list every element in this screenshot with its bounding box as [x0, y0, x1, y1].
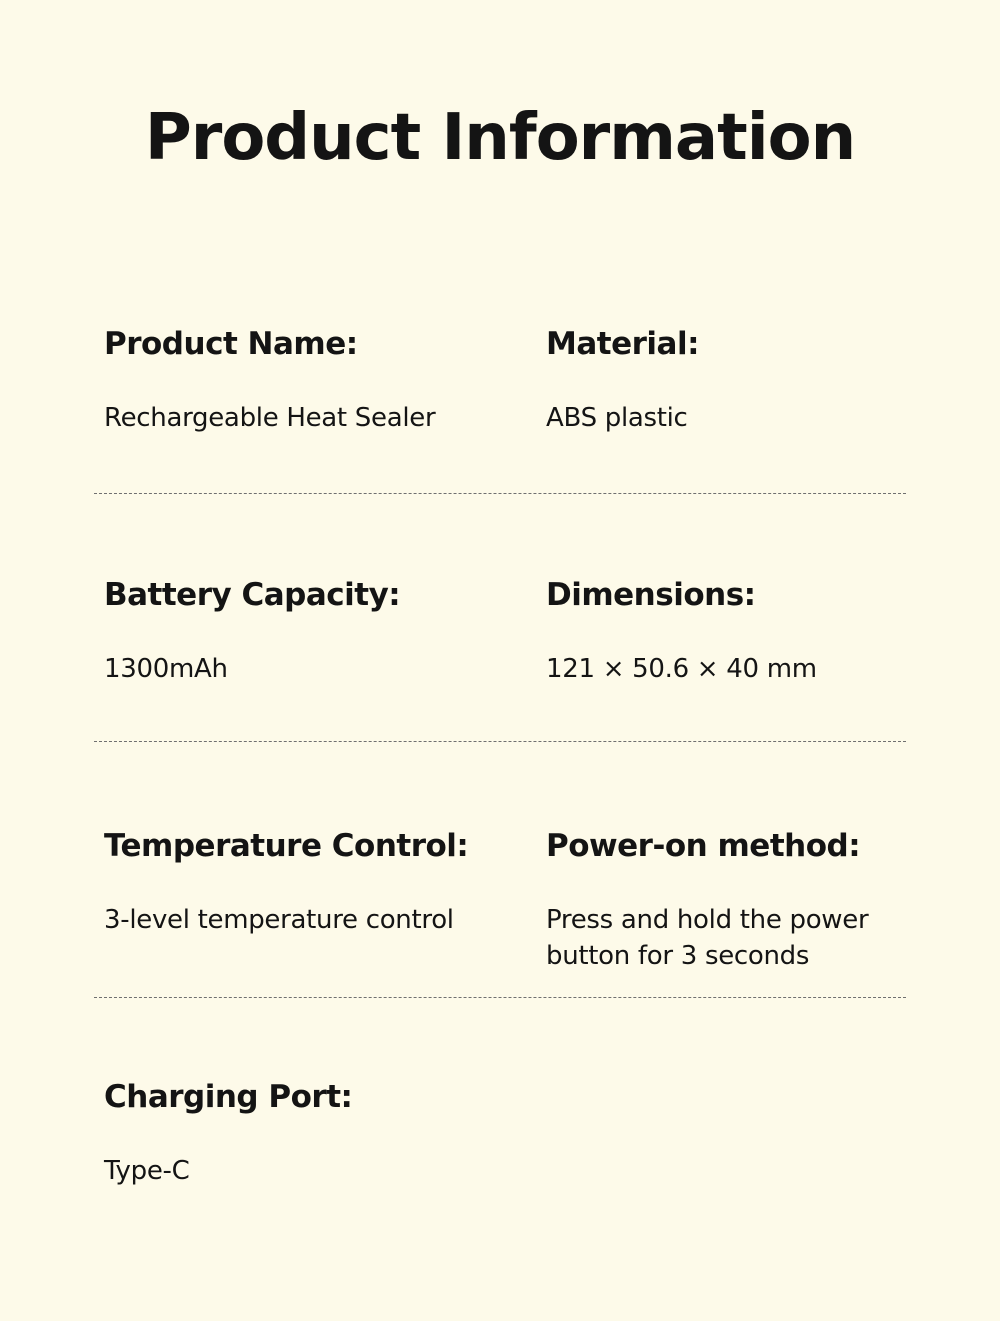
- dashed-divider: [94, 997, 906, 998]
- spec-value: ABS plastic: [546, 403, 688, 433]
- spec-label: Charging Port:: [104, 1079, 353, 1115]
- spec-label: Material:: [546, 326, 699, 362]
- dashed-divider: [94, 741, 906, 742]
- spec-value: 3-level temperature control: [104, 905, 454, 935]
- spec-charging-port: [104, 1077, 524, 1189]
- spec-temperature-control: [104, 826, 524, 938]
- spec-power-on-method: [546, 826, 906, 974]
- spec-label: Dimensions:: [546, 577, 756, 613]
- page-title: Product Information: [144, 101, 856, 175]
- spec-label: Temperature Control:: [104, 828, 469, 864]
- spec-value: 1300mAh: [104, 654, 228, 684]
- spec-battery-capacity: [104, 575, 524, 687]
- spec-dimensions: [546, 575, 906, 687]
- spec-value: Rechargeable Heat Sealer: [104, 403, 436, 433]
- spec-value: 121 × 50.6 × 40 mm: [546, 654, 817, 684]
- dashed-divider: [94, 493, 906, 494]
- spec-value: Type-C: [104, 1156, 190, 1186]
- spec-product-name: [104, 324, 524, 436]
- spec-material: [546, 324, 906, 436]
- spec-label: Product Name:: [104, 326, 358, 362]
- spec-value: Press and hold the power button for 3 seconds: [546, 905, 869, 971]
- spec-label: Power-on method:: [546, 828, 861, 864]
- spec-label: Battery Capacity:: [104, 577, 401, 613]
